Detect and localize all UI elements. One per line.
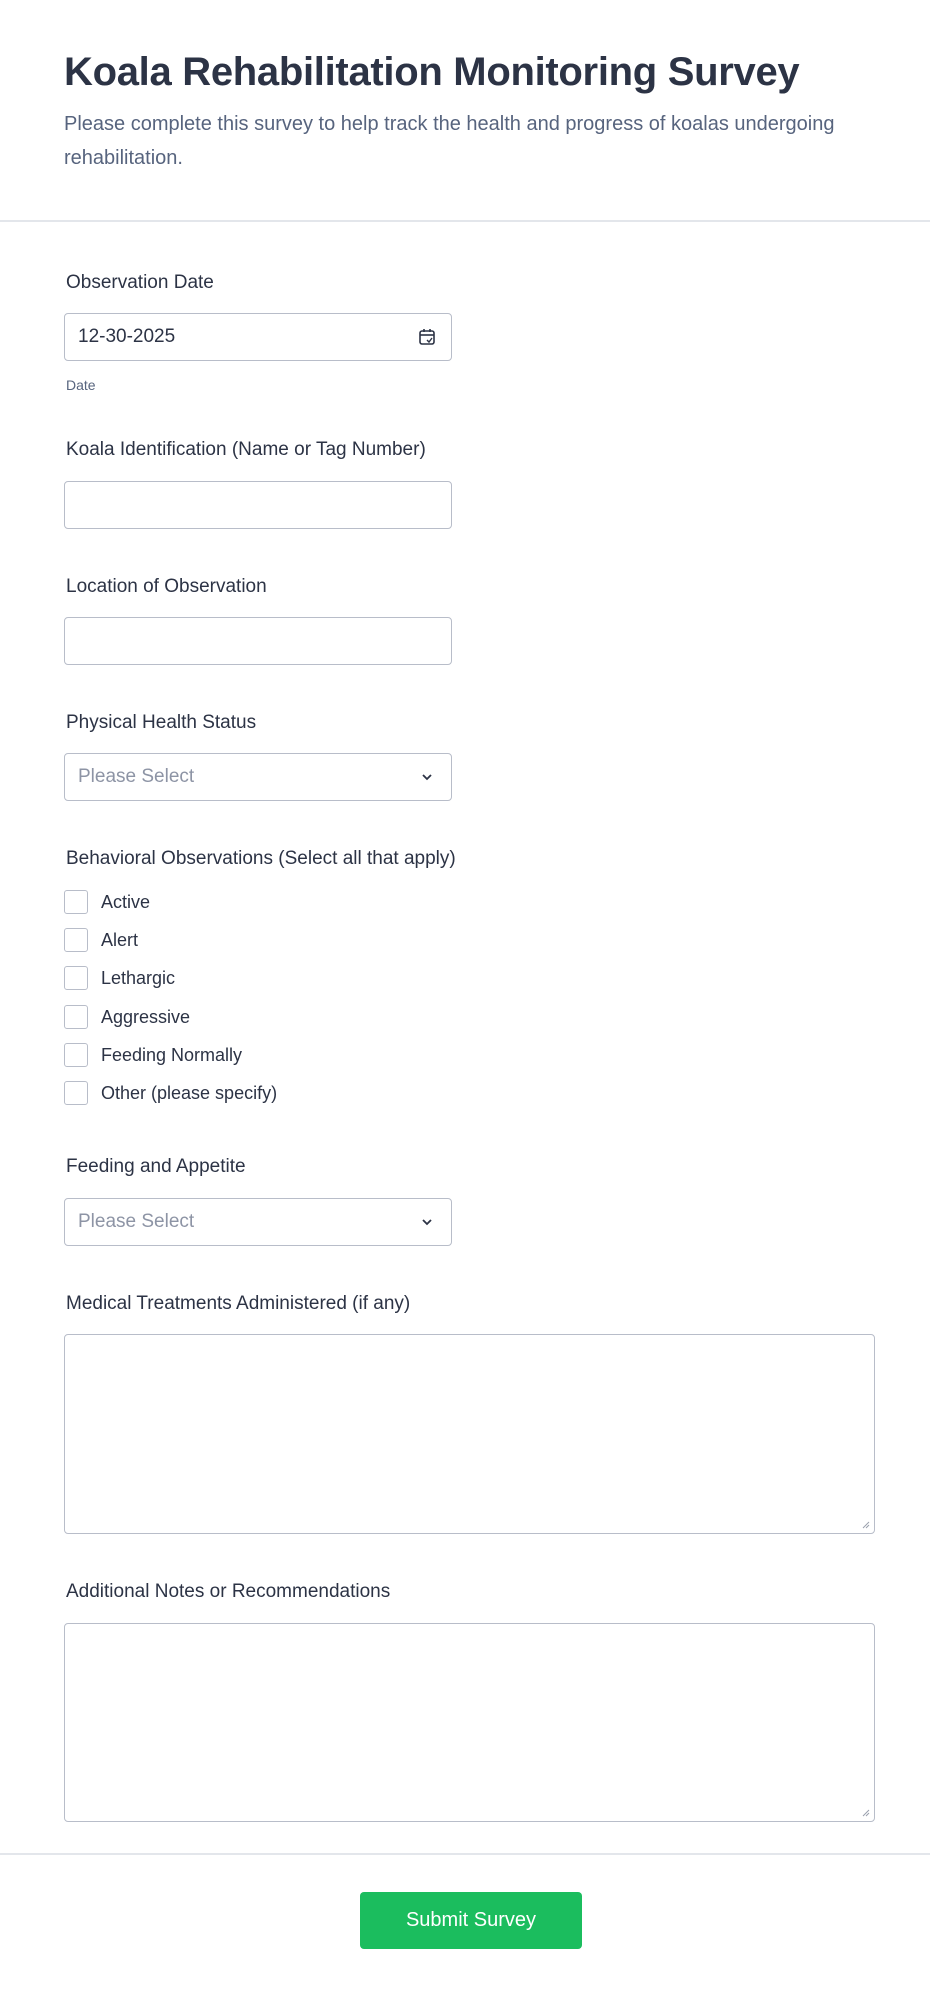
location-label: Location of Observation	[66, 576, 267, 597]
submit-button[interactable]: Submit Survey	[360, 1892, 582, 1949]
physical-health-placeholder: Please Select	[78, 766, 195, 787]
checkbox-label: Feeding Normally	[101, 1044, 243, 1065]
feeding-label: Feeding and Appetite	[66, 1156, 246, 1177]
checkbox-label: Aggressive	[101, 1006, 191, 1027]
feeding-select[interactable]	[64, 1198, 452, 1246]
chevron-down-icon	[417, 1212, 437, 1232]
notes-textarea[interactable]	[64, 1623, 875, 1822]
medical-label: Medical Treatments Administered (if any)	[66, 1293, 411, 1314]
observation-date-value: 12-30-2025	[78, 326, 176, 347]
feeding-placeholder: Please Select	[78, 1211, 195, 1232]
checkbox-alert[interactable]	[64, 928, 138, 952]
checkbox-box[interactable]	[64, 1005, 88, 1029]
footer-divider	[0, 1853, 930, 1855]
notes-label: Additional Notes or Recommendations	[66, 1581, 391, 1602]
checkbox-label: Other (please specify)	[101, 1082, 278, 1103]
calendar-icon[interactable]	[417, 327, 437, 347]
checkbox-active[interactable]	[64, 890, 150, 914]
checkbox-aggressive[interactable]	[64, 1005, 190, 1029]
checkbox-label: Active	[101, 891, 151, 912]
checkbox-box[interactable]	[64, 1043, 88, 1067]
chevron-down-icon	[417, 767, 437, 787]
checkbox-label: Lethargic	[101, 967, 176, 988]
koala-id-label: Koala Identification (Name or Tag Number)	[66, 439, 426, 460]
checkbox-box[interactable]	[64, 928, 88, 952]
checkbox-other[interactable]	[64, 1081, 277, 1105]
physical-health-label: Physical Health Status	[66, 712, 257, 733]
medical-textarea[interactable]	[64, 1334, 875, 1534]
page-subtitle: Please complete this survey to help track the health and progress of koalas undergoing rehabilitation.	[64, 113, 835, 169]
resize-handle-icon[interactable]	[860, 1807, 870, 1817]
checkbox-label: Alert	[101, 929, 139, 950]
checkbox-lethargic[interactable]	[64, 966, 175, 990]
location-input[interactable]	[64, 617, 452, 665]
checkbox-box[interactable]	[64, 890, 88, 914]
observation-date-input[interactable]	[64, 313, 452, 361]
checkbox-feeding-normally[interactable]	[64, 1043, 242, 1067]
observation-date-sublabel: Date	[66, 377, 96, 393]
resize-handle-icon[interactable]	[860, 1519, 870, 1529]
checkbox-box[interactable]	[64, 966, 88, 990]
page-title: Koala Rehabilitation Monitoring Survey	[64, 50, 800, 94]
physical-health-select[interactable]	[64, 753, 452, 801]
header-divider	[0, 220, 930, 222]
koala-id-input[interactable]	[64, 481, 452, 529]
observation-date-label: Observation Date	[66, 272, 214, 293]
behavioral-label: Behavioral Observations (Select all that apply)	[66, 848, 456, 869]
checkbox-box[interactable]	[64, 1081, 88, 1105]
